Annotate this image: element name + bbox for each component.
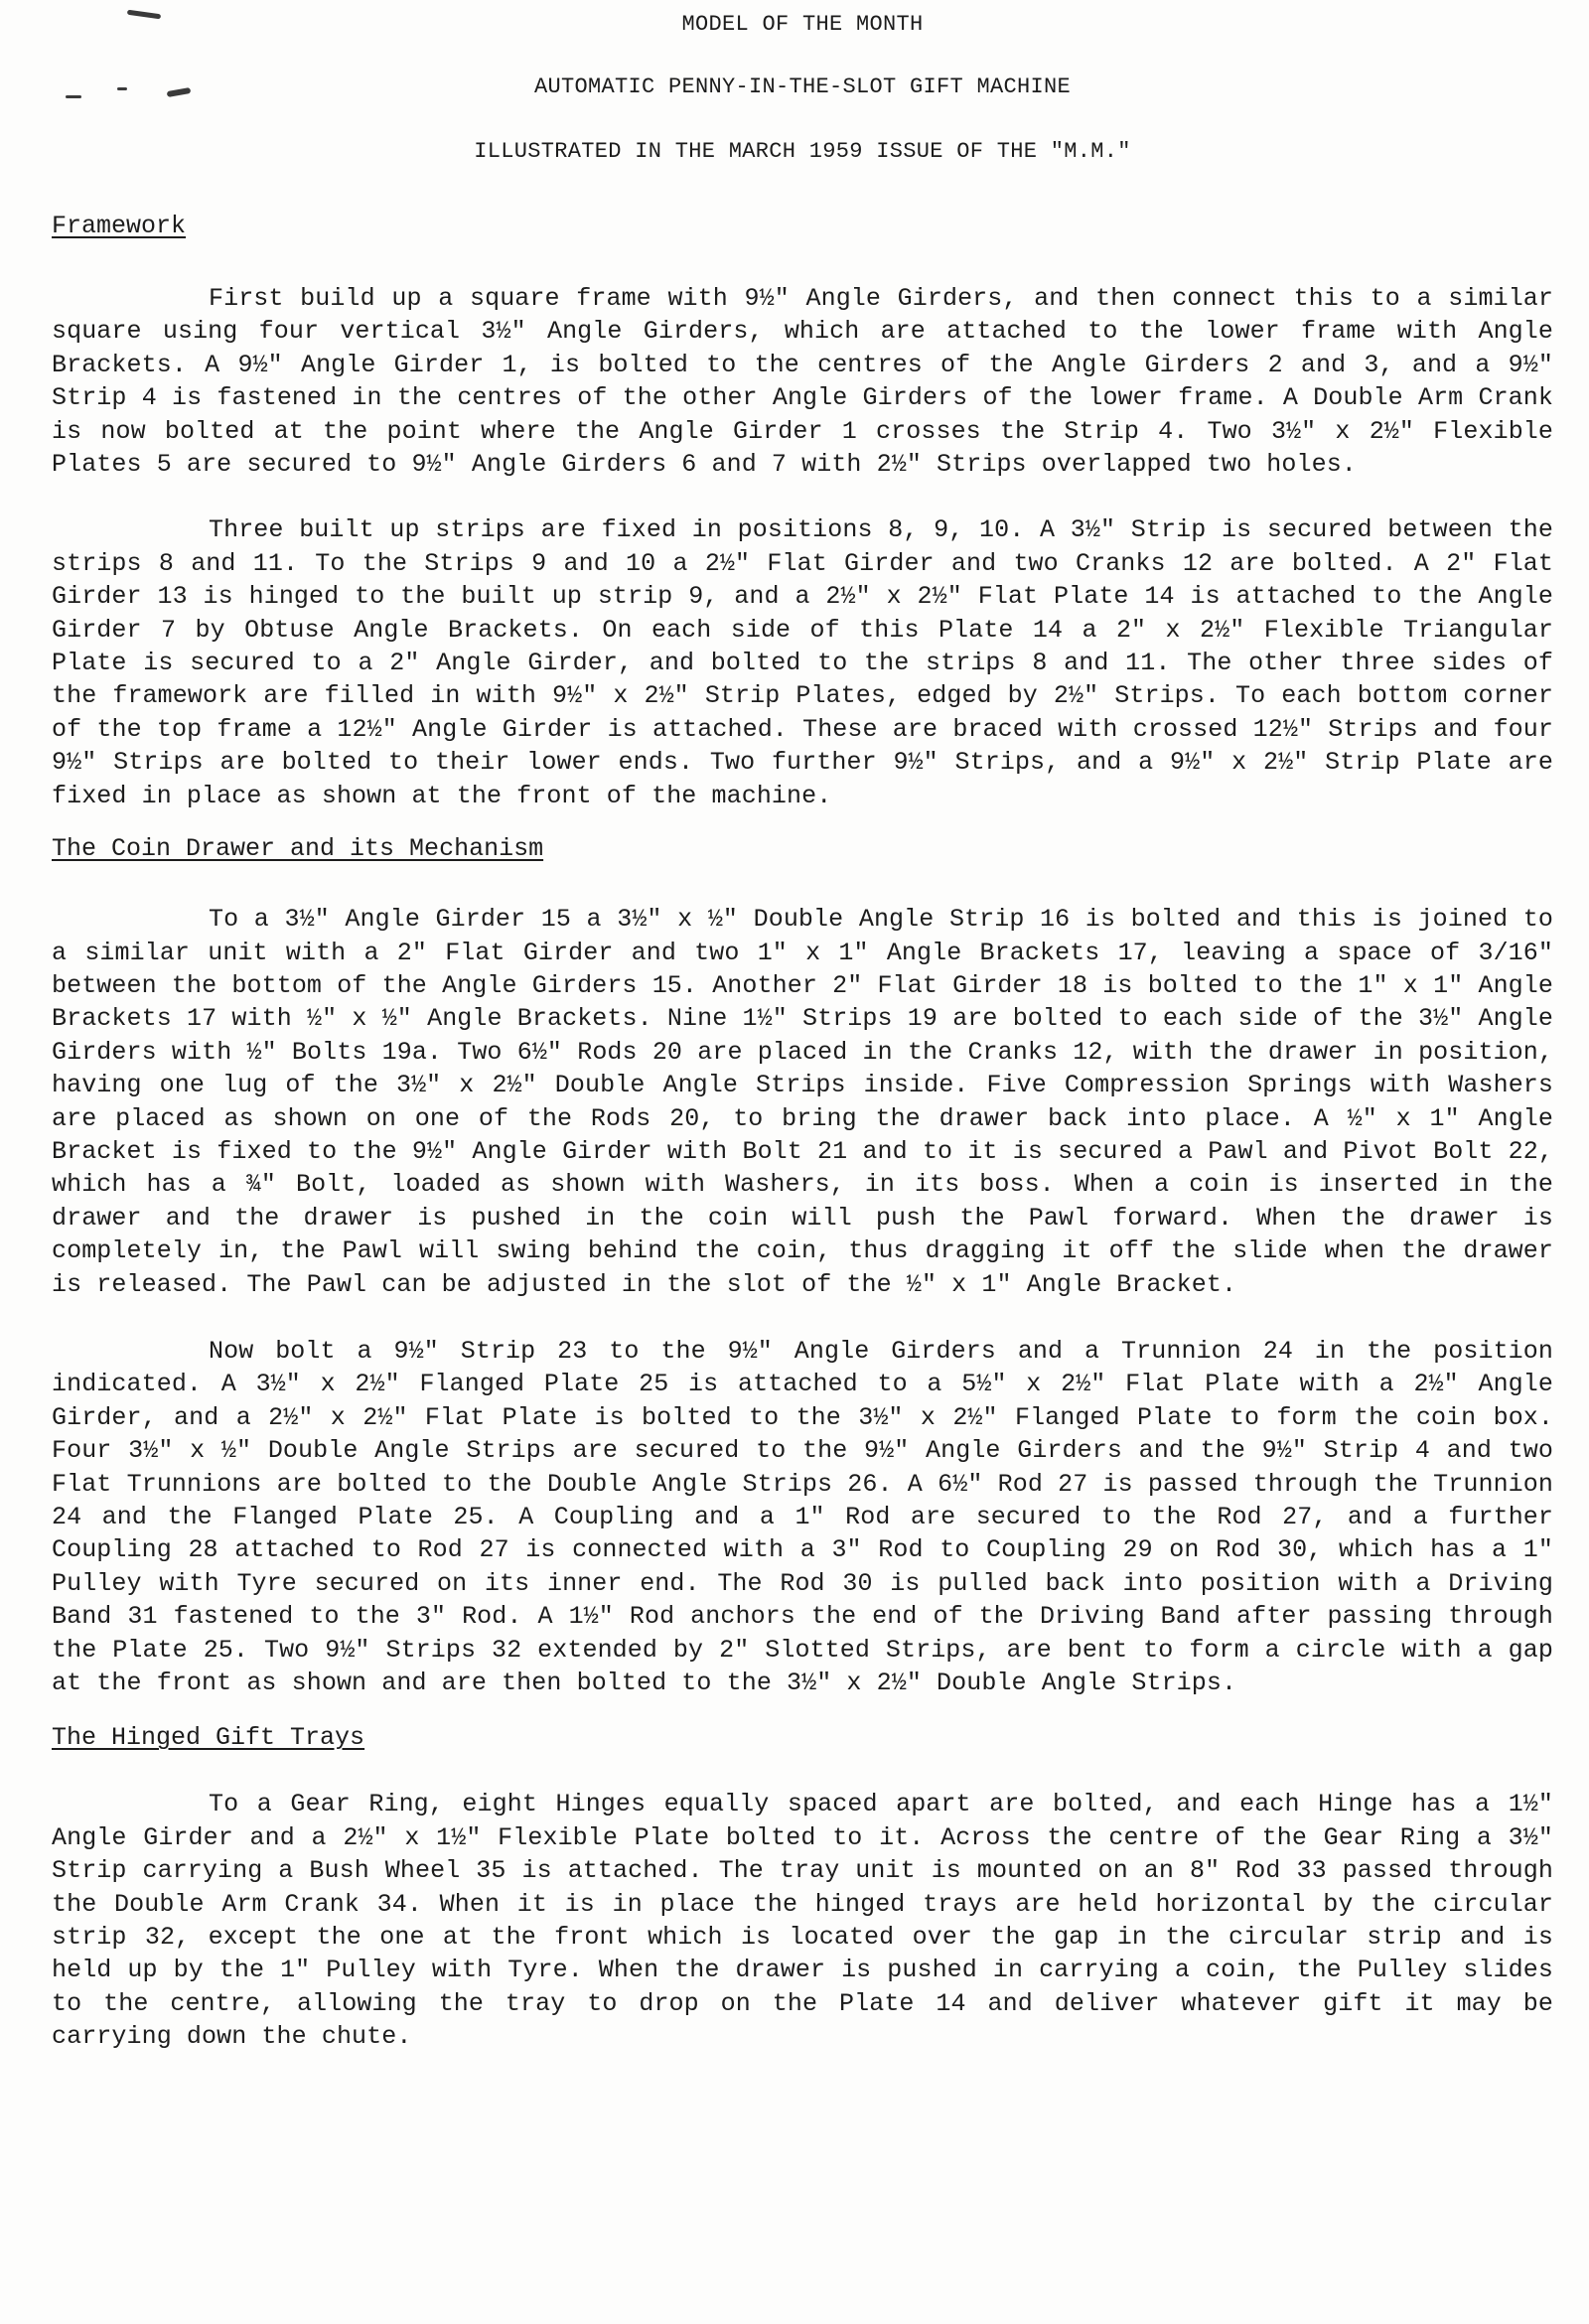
- scan-mark: [66, 95, 81, 98]
- paragraph: Now bolt a 9½" Strip 23 to the 9½" Angle Girders and a Trunnion 24 in the position indicated. A 3½" x 2½" Flanged Plate 25 is attached to a 5½" x 2½" Flat Plate with a 2½" Angle Girder, and a 2½" x 2½" Flat Plate is bolted to the 3½" x 2½" Flanged Plate to form the coin box. Four 3½" x ½" Double Angle Strips are secured to the 9½" Angle Girders and the 9½" Strip 4 and two Flat Trunnions are bolted to the Double Angle Strips 26. A 6½" Rod 27 is passed through the Trunnion 24 and the Flanged Plate 25. A Coupling and a 1" Rod are secured to the Rod 27, and a further Coupling 28 attached to Rod 27 is connected with a 3" Rod to Coupling 29 on Rod 30, which has a 1" Pulley with Tyre secured on its inner end. The Rod 30 is pulled back into position with a Driving Band 31 fastened to the 3" Rod. A 1½" Rod anchors the end of the Driving Band after passing through the Plate 25. Two 9½" Strips 32 extended by 2" Slotted Strips, are bent to form a circle with a gap at the front as shown and are then bolted to the 3½" x 2½" Double Angle Strips.: [52, 1336, 1553, 1698]
- section-title-framework: Framework: [52, 212, 187, 240]
- paragraph: First build up a square frame with 9½" Angle Girders, and then connect this to a similar square using four vertical 3½" Angle Girders, which are attached to the lower frame with Angle Brackets. A 9½" Angle Girder 1, is bolted to the centres of the Angle Girders 2 and 3, and a 9½" Strip 4 is fastened in the centres of the other Angle Girders of the lower frame. A Double Arm Crank is now bolted at the point where the Angle Girder 1 crosses the Strip 4. Two 3½" x 2½" Flexible Plates 5 are secured to 9½" Angle Girders 6 and 7 with 2½" Strips overlapped two holes.: [52, 284, 1553, 480]
- section-title-coin-drawer: The Coin Drawer and its Mechanism: [52, 834, 544, 864]
- paragraph: Three built up strips are fixed in positions 8, 9, 10. A 3½" Strip is secured between the strips 8 and 11. To the Strips 9 and 10 a 2½" Flat Girder and two Cranks 12 are bolted. A 2" Flat Girder 13 is hinged to the built up strip 9, and a 2½" x 2½" Flat Plate 14 is attached to the Angle Girder 7 by Obtuse Angle Brackets. On each side of this Plate 14 a 2" x 2½" Flexible Triangular Plate is secured to a 2" Angle Girder, and bolted to the strips 8 and 11. The other three sides of the framework are filled in with 9½" x 2½" Strip Plates, edged by 2½" Strips. To each bottom corner of the top frame a 12½" Angle Girder is attached. These are braced with crossed 12½" Strips and four 9½" Strips are bolted to their lower ends. Two further 9½" Strips, and a 9½" x 2½" Strip Plate are fixed in place as shown at the front of the machine.: [52, 515, 1553, 810]
- paragraph: To a Gear Ring, eight Hinges equally spaced apart are bolted, and each Hinge has a 1½" Angle Girder and a 2½" x 1½" Flexible Plate bolted to it. Across the centre of the Gear Ring a 3½" Strip carrying a Bush Wheel 35 is attached. The tray unit is mounted on an 8" Rod 33 passed through the Double Arm Crank 34. When it is in place the hinged trays are held horizontal by the circular strip 32, except the one at the front which is located over the gap in the circular strip and is held up by the 1" Pulley with Tyre. When the drawer is pushed in carrying a coin, the Pulley slides to the centre, allowing the tray to drop on the Plate 14 and deliver whatever gift it may be carrying down the chute.: [52, 1790, 1553, 2052]
- document-heading: MODEL OF THE MONTH: [681, 12, 924, 37]
- paragraph: To a 3½" Angle Girder 15 a 3½" x ½" Double Angle Strip 16 is bolted and this is joined to a similar unit with a 2" Flat Girder and two 1" x 1" Angle Brackets 17, leaving a space of 3/16" between the bottom of the Angle Girders 15. Another 2" Flat Girder 18 is bolted to the 1" x 1" Angle Brackets 17 with ½" x ½" Angle Brackets. Nine 1½" Strips 19 are bolted to each side of the 3½" Angle Girders with ½" Bolts 19a. Two 6½" Rods 20 are placed in the Cranks 12, with the drawer in position, having one lug of the 3½" x 2½" Double Angle Strips inside. Five Compression Springs with Washers are placed as shown on one of the Rods 20, to bring the drawer back into place. A ½" x 1" Angle Bracket is fixed to the 9½" Angle Girder with Bolt 21 and to it is secured a Pawl and Pivot Bolt 22, which has a ¾" Bolt, loaded as shown with Washers, in its boss. When a coin is inserted in the drawer and the drawer is pushed in the coin will push the Pawl forward. When the drawer is completely in, the Pawl will swing behind the coin, thus dragging it off the slide when the drawer is released. The Pawl can be adjusted in the slot of the ½" x 1" Angle Bracket.: [52, 905, 1553, 1299]
- section-title-gift-trays: The Hinged Gift Trays: [52, 1723, 365, 1753]
- document-source-line: ILLUSTRATED IN THE MARCH 1959 ISSUE OF THE "M.M.": [474, 139, 1131, 164]
- scan-mark: [117, 87, 127, 90]
- document-subtitle: AUTOMATIC PENNY-IN-THE-SLOT GIFT MACHINE: [533, 74, 1072, 99]
